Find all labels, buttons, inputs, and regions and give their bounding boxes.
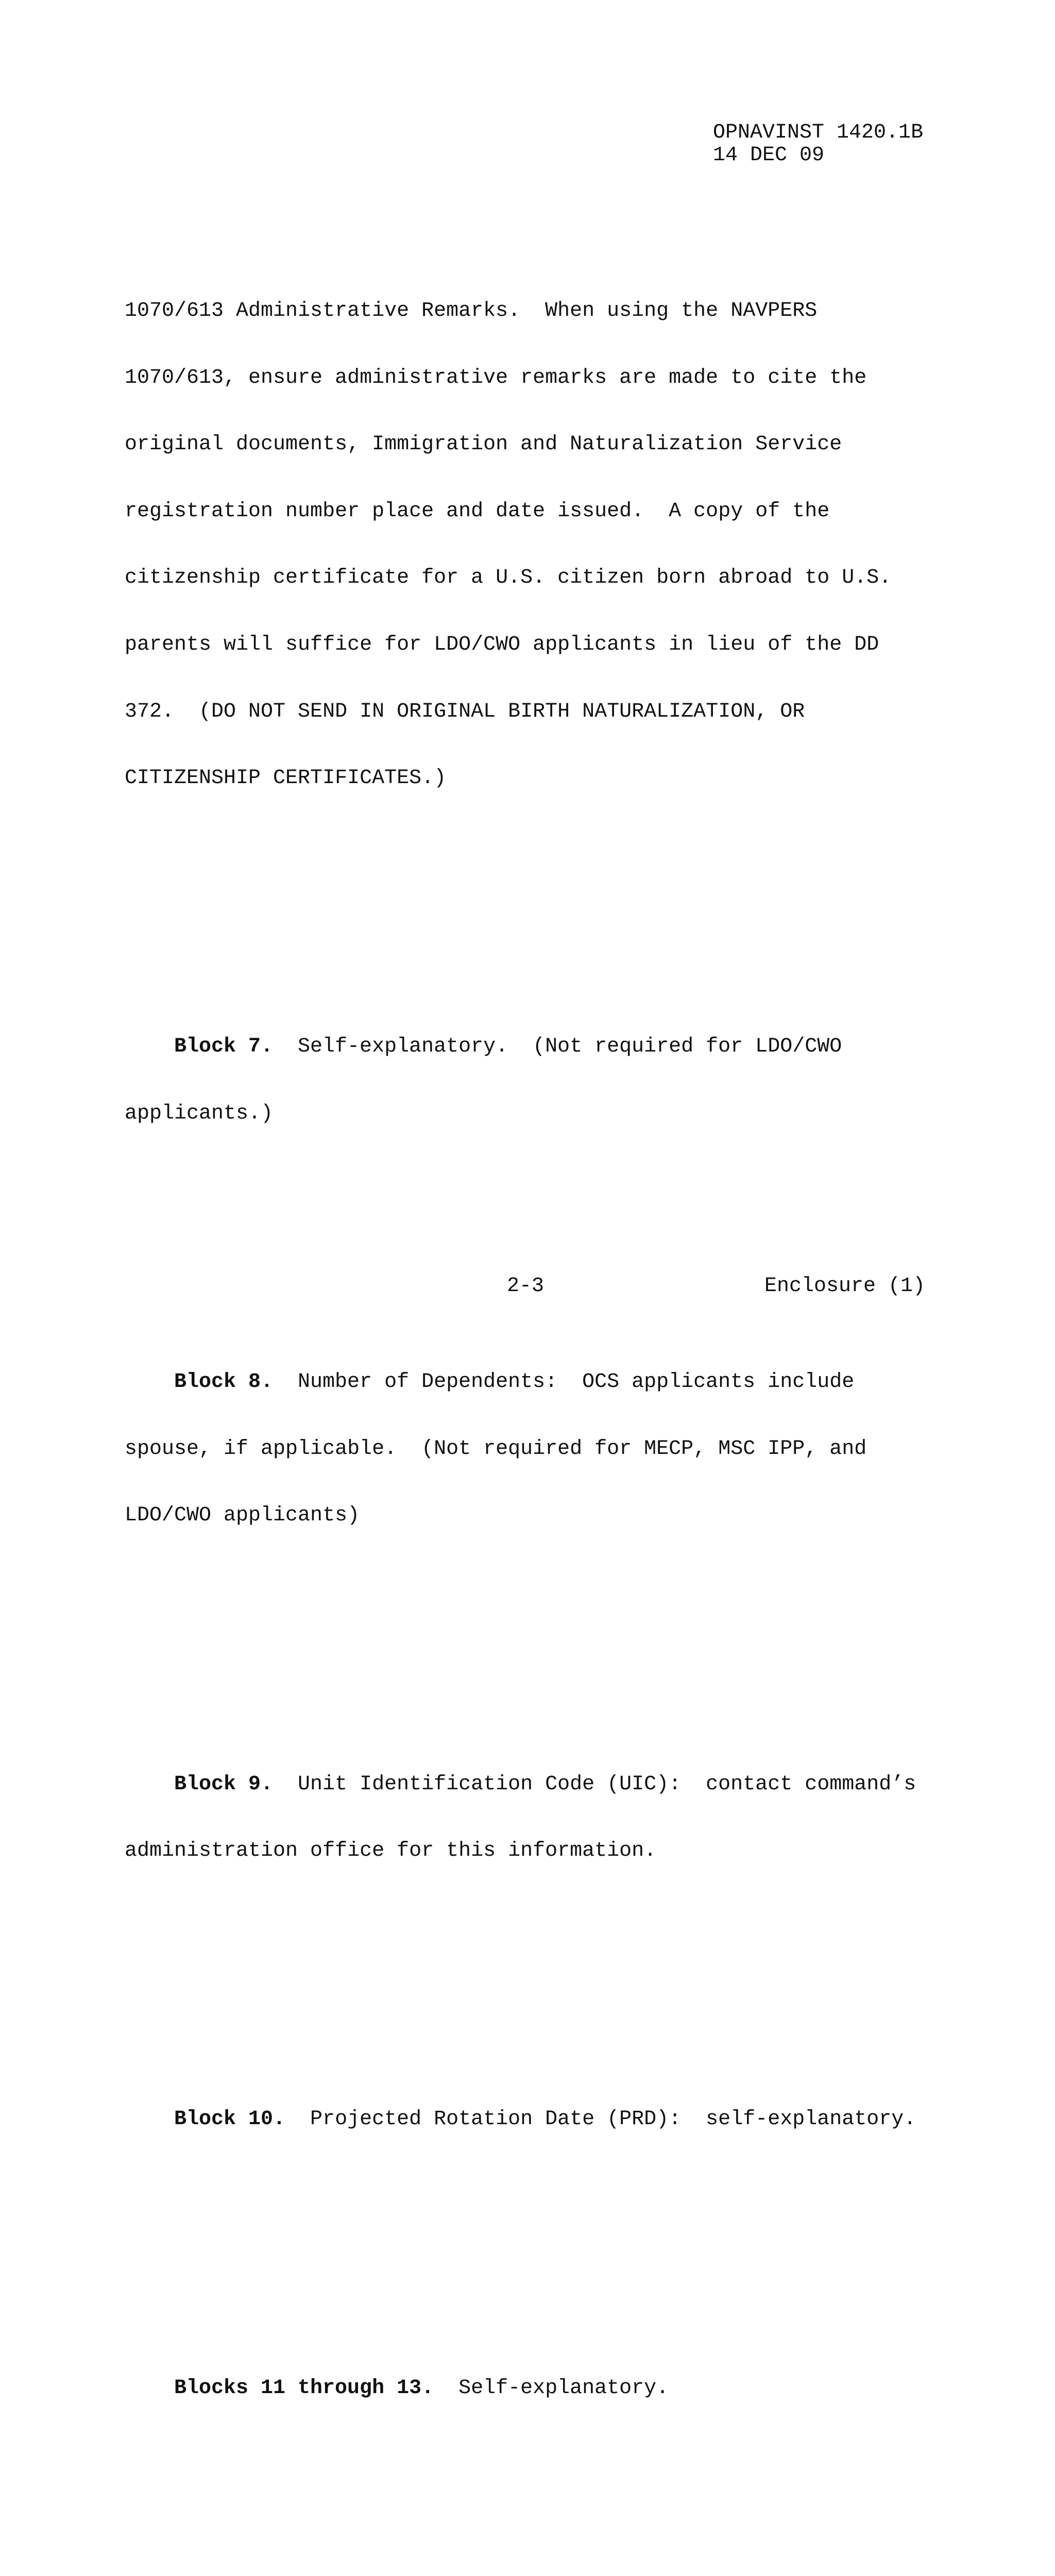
blocks-11-13-text: Self-explanatory. <box>434 2376 669 2400</box>
block-8-text: spouse, if applicable. (Not required for MECP, MSC IPP, and <box>125 1437 867 1461</box>
intro-line: citizenship certificate for a U.S. citizen born abroad to U.S. <box>125 566 892 590</box>
block-8-text: Number of Dependents: OCS applicants include <box>273 1370 855 1394</box>
doc-date: 14 DEC 09 <box>713 144 825 167</box>
block-10-label: Block 10. <box>174 2108 286 2131</box>
page-number: 2-3 <box>507 1275 544 1298</box>
block-9-text: administration office for this information. <box>125 1839 657 1863</box>
intro-paragraph <box>125 256 949 834</box>
block-9-paragraph <box>125 1728 949 1907</box>
document-header <box>713 122 923 167</box>
block-7-paragraph <box>125 991 949 1170</box>
intro-line: original documents, Immigration and Naturalization Service <box>125 433 842 456</box>
block-7-text: Self-explanatory. (Not required for LDO/CWO <box>273 1035 842 1059</box>
block-10-paragraph <box>125 2064 949 2175</box>
block-9-text: Unit Identification Code (UIC): contact command’s <box>273 1772 916 1796</box>
block-10-text: Projected Rotation Date (PRD): self-explanatory. <box>285 2108 916 2131</box>
block-7-text: applicants.) <box>125 1101 274 1125</box>
block-9-label: Block 9. <box>174 1772 274 1796</box>
blocks-11-13-label: Blocks 11 through 13. <box>174 2376 434 2400</box>
intro-line: 372. (DO NOT SEND IN ORIGINAL BIRTH NATURALIZATION, OR <box>125 700 805 723</box>
block-8-paragraph <box>125 1327 949 1571</box>
intro-line: registration number place and date issued. A copy of the <box>125 499 830 523</box>
block-7-label: Block 7. <box>174 1035 274 1059</box>
document-body <box>125 189 949 2576</box>
doc-id: OPNAVINST 1420.1B <box>713 121 924 144</box>
intro-line: CITIZENSHIP CERTIFICATES.) <box>125 767 447 790</box>
intro-line: 1070/613, ensure administrative remarks are made to cite the <box>125 366 867 389</box>
enclosure-label: Enclosure (1) <box>764 1275 926 1298</box>
block-8-text: LDO/CWO applicants) <box>125 1504 360 1528</box>
intro-line: 1070/613 Administrative Remarks. When using the NAVPERS <box>125 299 818 323</box>
block-8-label: Block 8. <box>174 1370 274 1394</box>
intro-line: parents will suffice for LDO/CWO applicants in lieu of the DD <box>125 633 879 656</box>
blocks-11-13-paragraph <box>125 2332 949 2444</box>
